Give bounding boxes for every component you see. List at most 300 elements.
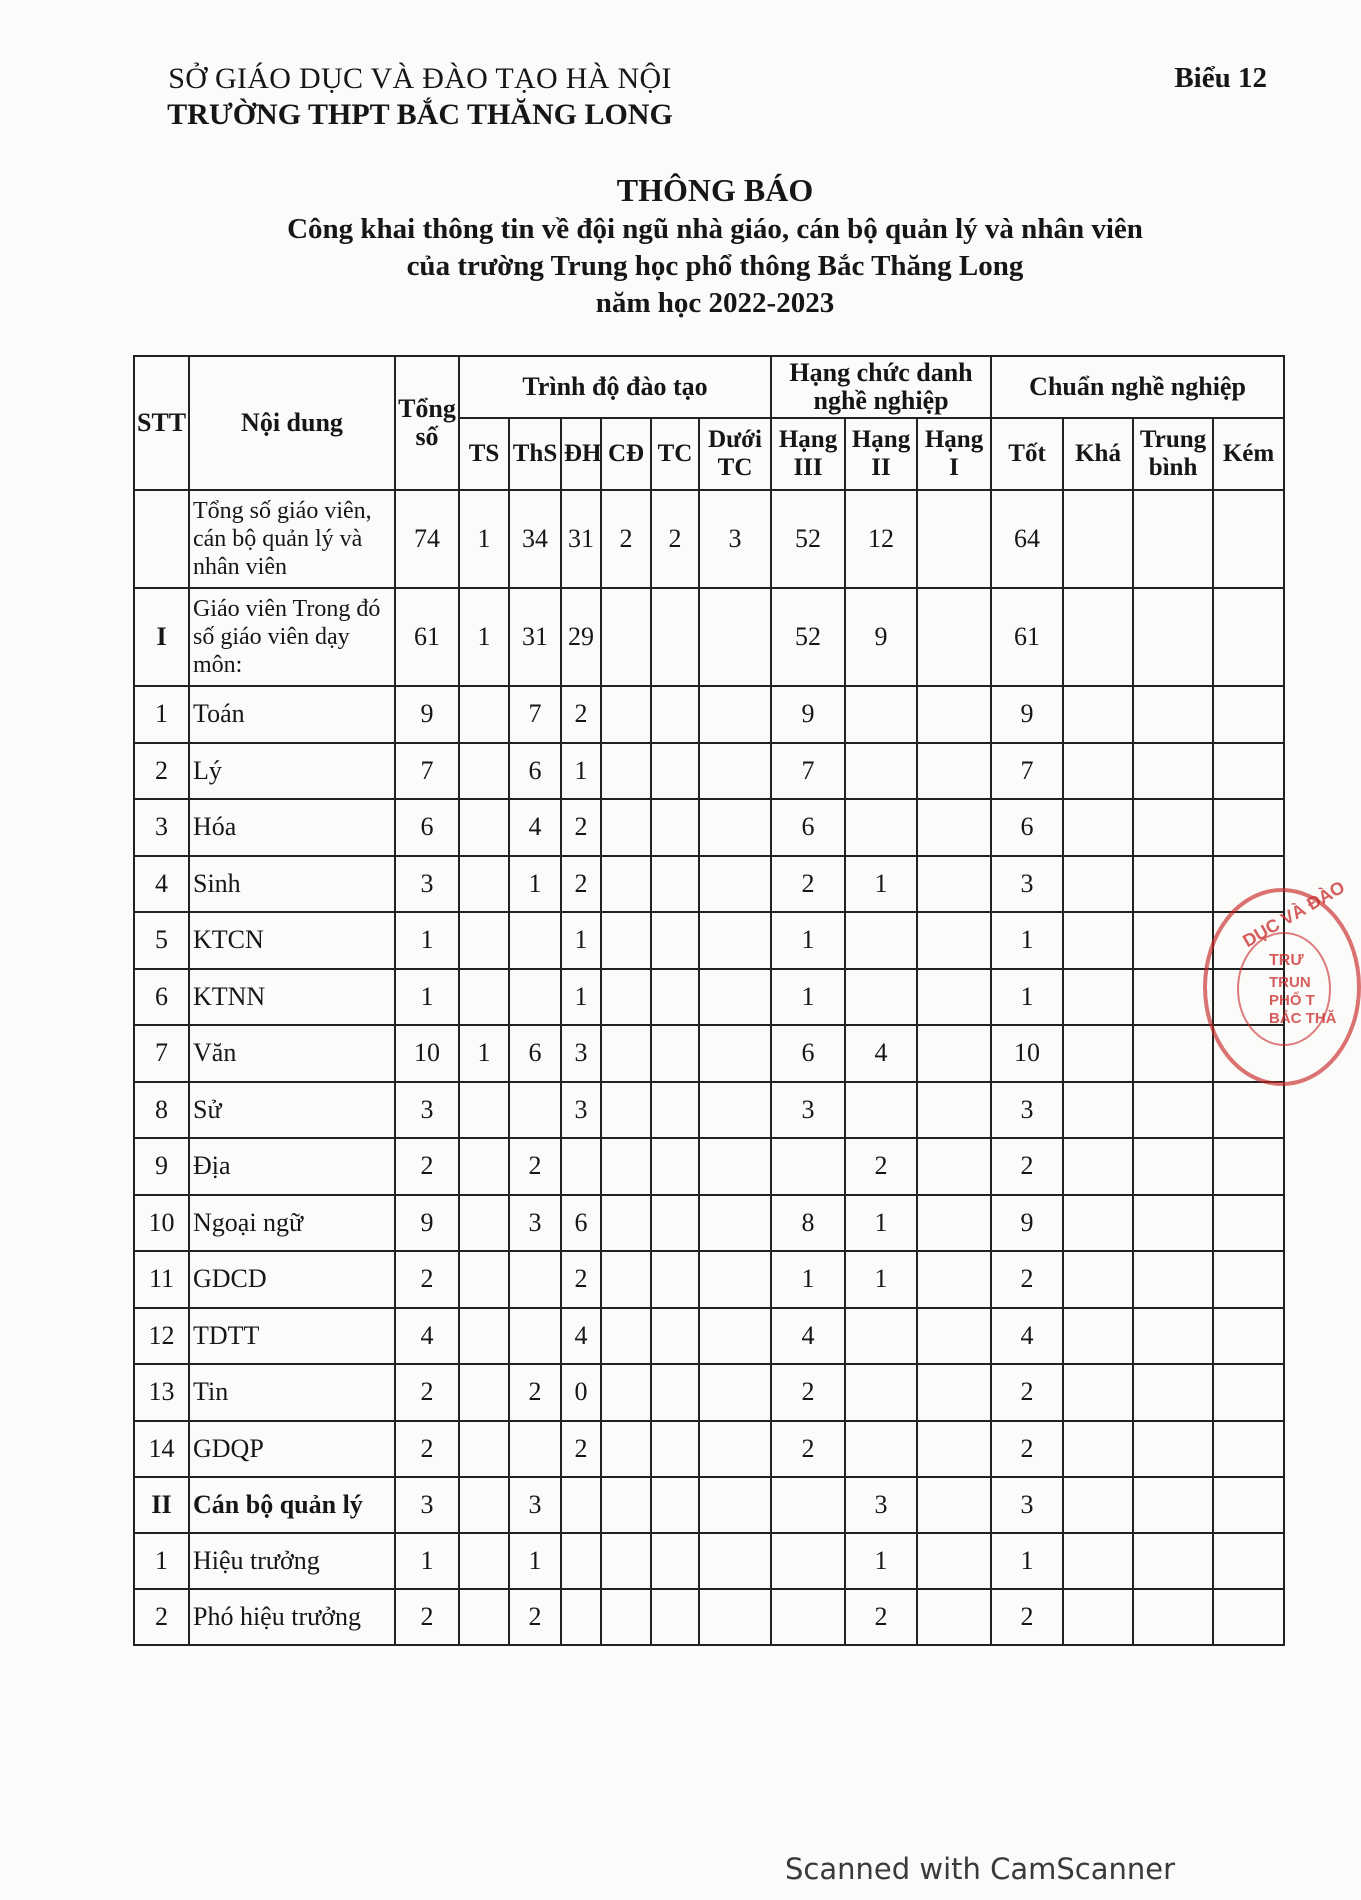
cell-cd (601, 1589, 651, 1645)
header-training: Trình độ đào tạo (459, 356, 771, 418)
cell-h1 (917, 1477, 991, 1533)
cell-cd (601, 1477, 651, 1533)
cell-total: 10 (395, 1025, 459, 1082)
cell-ths (509, 912, 561, 969)
cell-content: Hiệu trưởng (189, 1533, 395, 1589)
cell-h1 (917, 1082, 991, 1139)
cell-content: Phó hiệu trưởng (189, 1589, 395, 1645)
seal-text: DỤC VÀ ĐÀO (1239, 876, 1349, 952)
cell-h1 (917, 1364, 991, 1421)
cell-ts (459, 1138, 509, 1195)
cell-h3: 7 (771, 743, 845, 800)
header-tot: Tốt (991, 418, 1063, 490)
cell-h2 (845, 912, 917, 969)
cell-tot: 1 (991, 1533, 1063, 1589)
cell-h3: 9 (771, 686, 845, 743)
header-standard: Chuẩn nghề nghiệp (991, 356, 1284, 418)
cell-tot: 64 (991, 490, 1063, 588)
cell-h2 (845, 686, 917, 743)
cell-cd (601, 1195, 651, 1252)
cell-duoi-tc (699, 1589, 771, 1645)
cell-stt: 12 (134, 1308, 189, 1365)
cell-tb (1133, 1533, 1213, 1589)
cell-dh (561, 1138, 601, 1195)
header-dh: ĐH (561, 418, 601, 490)
cell-h2: 2 (845, 1138, 917, 1195)
cell-duoi-tc (699, 856, 771, 913)
cell-kem (1213, 1082, 1284, 1139)
cell-cd (601, 856, 651, 913)
cell-tot: 2 (991, 1251, 1063, 1308)
cell-stt: 6 (134, 969, 189, 1026)
cell-total: 6 (395, 799, 459, 856)
cell-ths: 4 (509, 799, 561, 856)
cell-tc (651, 1138, 699, 1195)
header-hang-1: Hạng I (917, 418, 991, 490)
cell-dh: 3 (561, 1082, 601, 1139)
cell-h2 (845, 969, 917, 1026)
table-row (134, 799, 1284, 856)
cell-ths: 34 (509, 490, 561, 588)
cell-ths: 2 (509, 1364, 561, 1421)
cell-tot: 2 (991, 1421, 1063, 1478)
cell-cd (601, 1082, 651, 1139)
cell-h1 (917, 1533, 991, 1589)
cell-h2 (845, 743, 917, 800)
document-header (140, 62, 700, 132)
cell-ths (509, 1082, 561, 1139)
cell-duoi-tc (699, 912, 771, 969)
cell-content: Cán bộ quản lý (189, 1477, 395, 1533)
cell-dh: 2 (561, 856, 601, 913)
cell-stt: 14 (134, 1421, 189, 1478)
cell-content: KTNN (189, 969, 395, 1026)
cell-total: 3 (395, 1477, 459, 1533)
cell-dh: 3 (561, 1025, 601, 1082)
cell-tb (1133, 912, 1213, 969)
cell-kha (1063, 1421, 1133, 1478)
cell-tc (651, 912, 699, 969)
header-content: Nội dung (189, 356, 395, 490)
cell-h2: 1 (845, 1533, 917, 1589)
table-row (134, 1308, 1284, 1365)
cell-content: Địa (189, 1138, 395, 1195)
cell-kha (1063, 1589, 1133, 1645)
cell-tb (1133, 969, 1213, 1026)
cell-tc (651, 1308, 699, 1365)
header-ts: TS (459, 418, 509, 490)
seal-text: PHỔ T (1269, 992, 1315, 1009)
header-kha: Khá (1063, 418, 1133, 490)
title-line-3: của trường Trung học phổ thông Bắc Thăng Long (406, 250, 1024, 282)
cell-h2: 4 (845, 1025, 917, 1082)
cell-h3: 2 (771, 1421, 845, 1478)
cell-ts (459, 1477, 509, 1533)
cell-ts (459, 856, 509, 913)
cell-tot: 10 (991, 1025, 1063, 1082)
table-row (134, 588, 1284, 686)
cell-cd (601, 969, 651, 1026)
cell-duoi-tc (699, 1082, 771, 1139)
cell-ts (459, 1421, 509, 1478)
cell-ts: 1 (459, 1025, 509, 1082)
cell-total: 3 (395, 856, 459, 913)
cell-cd (601, 1308, 651, 1365)
header-hang-2: Hạng II (845, 418, 917, 490)
cell-tot: 2 (991, 1364, 1063, 1421)
cell-tc (651, 743, 699, 800)
table-row (134, 686, 1284, 743)
table-row (134, 1025, 1284, 1082)
cell-tc: 2 (651, 490, 699, 588)
cell-content: GDQP (189, 1421, 395, 1478)
cell-total: 1 (395, 969, 459, 1026)
cell-total: 2 (395, 1421, 459, 1478)
cell-duoi-tc (699, 1251, 771, 1308)
cell-h1 (917, 1308, 991, 1365)
form-number: Biểu 12 (1174, 62, 1267, 94)
cell-tot: 1 (991, 969, 1063, 1026)
cell-stt: 10 (134, 1195, 189, 1252)
scanner-watermark: Scanned with CamScanner (785, 1852, 1176, 1886)
cell-kha (1063, 799, 1133, 856)
cell-stt: 13 (134, 1364, 189, 1421)
cell-content: Lý (189, 743, 395, 800)
cell-tc (651, 1364, 699, 1421)
cell-kha (1063, 969, 1133, 1026)
cell-h1 (917, 969, 991, 1026)
cell-content: TDTT (189, 1308, 395, 1365)
cell-h3: 6 (771, 1025, 845, 1082)
cell-tb (1133, 1138, 1213, 1195)
cell-kha (1063, 490, 1133, 588)
cell-content: Văn (189, 1025, 395, 1082)
title-line-1: THÔNG BÁO (616, 172, 814, 208)
table-row (134, 1082, 1284, 1139)
cell-h1 (917, 1195, 991, 1252)
cell-total: 74 (395, 490, 459, 588)
cell-stt: 11 (134, 1251, 189, 1308)
cell-ts (459, 1589, 509, 1645)
cell-tc (651, 856, 699, 913)
header-hang-3: Hạng III (771, 418, 845, 490)
cell-tc (651, 1589, 699, 1645)
cell-h1 (917, 588, 991, 686)
official-seal (1203, 876, 1361, 1086)
table-row (134, 912, 1284, 969)
cell-stt (134, 490, 189, 588)
cell-ths: 1 (509, 856, 561, 913)
agency-name: SỞ GIÁO DỤC VÀ ĐÀO TẠO HÀ NỘI (168, 62, 672, 95)
cell-duoi-tc (699, 1308, 771, 1365)
cell-tot: 1 (991, 912, 1063, 969)
cell-ths: 3 (509, 1477, 561, 1533)
cell-h3: 1 (771, 969, 845, 1026)
cell-dh: 2 (561, 1251, 601, 1308)
cell-stt: 8 (134, 1082, 189, 1139)
header-kem: Kém (1213, 418, 1284, 490)
cell-h1 (917, 743, 991, 800)
table-row (134, 490, 1284, 588)
cell-h2: 1 (845, 1195, 917, 1252)
cell-dh: 2 (561, 1421, 601, 1478)
cell-stt: II (134, 1477, 189, 1533)
cell-h3: 2 (771, 856, 845, 913)
cell-h3 (771, 1138, 845, 1195)
cell-ts (459, 1308, 509, 1365)
cell-h1 (917, 490, 991, 588)
cell-h2: 3 (845, 1477, 917, 1533)
cell-tc (651, 799, 699, 856)
cell-total: 1 (395, 1533, 459, 1589)
cell-total: 2 (395, 1138, 459, 1195)
cell-cd (601, 912, 651, 969)
cell-tc (651, 1195, 699, 1252)
cell-h3: 6 (771, 799, 845, 856)
cell-ths: 1 (509, 1533, 561, 1589)
cell-kha (1063, 743, 1133, 800)
cell-duoi-tc (699, 743, 771, 800)
cell-dh: 2 (561, 799, 601, 856)
cell-h1 (917, 1025, 991, 1082)
cell-duoi-tc (699, 1025, 771, 1082)
cell-total: 1 (395, 912, 459, 969)
cell-cd (601, 1025, 651, 1082)
cell-ths: 6 (509, 743, 561, 800)
cell-tb (1133, 799, 1213, 856)
cell-kha (1063, 912, 1133, 969)
table-row (134, 856, 1284, 913)
cell-duoi-tc (699, 588, 771, 686)
cell-ts (459, 1082, 509, 1139)
cell-tc (651, 588, 699, 686)
cell-ths (509, 1308, 561, 1365)
notice-title (160, 172, 1270, 320)
cell-duoi-tc (699, 1533, 771, 1589)
cell-content: Hóa (189, 799, 395, 856)
cell-ths: 6 (509, 1025, 561, 1082)
cell-kem (1213, 1138, 1284, 1195)
school-name: TRƯỜNG THPT BẮC THĂNG LONG (167, 98, 673, 131)
cell-h3: 8 (771, 1195, 845, 1252)
cell-total: 2 (395, 1251, 459, 1308)
header-rank: Hạng chức danh nghề nghiệp (771, 356, 991, 418)
cell-total: 2 (395, 1589, 459, 1645)
cell-ths: 2 (509, 1138, 561, 1195)
cell-kem (1213, 1477, 1284, 1533)
table-row (134, 1421, 1284, 1478)
cell-cd (601, 588, 651, 686)
cell-tb (1133, 743, 1213, 800)
cell-ths: 31 (509, 588, 561, 686)
title-line-2: Công khai thông tin về đội ngũ nhà giáo, cán bộ quản lý và nhân viên (287, 213, 1143, 245)
cell-ts: 1 (459, 490, 509, 588)
cell-stt: I (134, 588, 189, 686)
cell-kha (1063, 1251, 1133, 1308)
cell-tc (651, 1082, 699, 1139)
cell-tb (1133, 1477, 1213, 1533)
cell-tb (1133, 1025, 1213, 1082)
cell-h3 (771, 1477, 845, 1533)
table-row (134, 1477, 1284, 1533)
cell-content: KTCN (189, 912, 395, 969)
cell-dh: 1 (561, 743, 601, 800)
cell-ts: 1 (459, 588, 509, 686)
header-stt: STT (134, 356, 189, 490)
cell-h3 (771, 1533, 845, 1589)
cell-tc (651, 686, 699, 743)
cell-duoi-tc: 3 (699, 490, 771, 588)
table-row (134, 1533, 1284, 1589)
seal-text: BẮC THĂ (1269, 1010, 1337, 1027)
cell-h1 (917, 1589, 991, 1645)
table-row (134, 1138, 1284, 1195)
cell-content: Tin (189, 1364, 395, 1421)
cell-ts (459, 743, 509, 800)
cell-tot: 61 (991, 588, 1063, 686)
cell-kha (1063, 856, 1133, 913)
cell-content: Toán (189, 686, 395, 743)
cell-ts (459, 686, 509, 743)
cell-dh (561, 1589, 601, 1645)
cell-tb (1133, 1082, 1213, 1139)
cell-tb (1133, 856, 1213, 913)
cell-tot: 9 (991, 1195, 1063, 1252)
cell-h3 (771, 1589, 845, 1645)
cell-content: Tổng số giáo viên, cán bộ quản lý và nhân viên (189, 490, 395, 588)
cell-content: Giáo viên Trong đó số giáo viên dạy môn: (189, 588, 395, 686)
cell-duoi-tc (699, 1477, 771, 1533)
cell-h3: 52 (771, 588, 845, 686)
cell-kem (1213, 686, 1284, 743)
cell-h1 (917, 856, 991, 913)
cell-duoi-tc (699, 1421, 771, 1478)
cell-kem (1213, 490, 1284, 588)
cell-h3: 1 (771, 912, 845, 969)
cell-total: 3 (395, 1082, 459, 1139)
cell-tot: 4 (991, 1308, 1063, 1365)
cell-kem (1213, 1195, 1284, 1252)
cell-h1 (917, 799, 991, 856)
cell-duoi-tc (699, 969, 771, 1026)
cell-tb (1133, 588, 1213, 686)
header-duoi-tc: Dưới TC (699, 418, 771, 490)
cell-ths (509, 1251, 561, 1308)
cell-ts (459, 969, 509, 1026)
table-row (134, 743, 1284, 800)
table-row (134, 1195, 1284, 1252)
cell-h2: 1 (845, 856, 917, 913)
cell-ts (459, 912, 509, 969)
cell-total: 2 (395, 1364, 459, 1421)
cell-kem (1213, 1533, 1284, 1589)
cell-tb (1133, 1589, 1213, 1645)
header-trung-binh: Trung bình (1133, 418, 1213, 490)
cell-kha (1063, 1138, 1133, 1195)
cell-ts (459, 1533, 509, 1589)
cell-tot: 3 (991, 856, 1063, 913)
cell-h2: 1 (845, 1251, 917, 1308)
cell-kem (1213, 743, 1284, 800)
cell-h3: 2 (771, 1364, 845, 1421)
cell-tb (1133, 1195, 1213, 1252)
cell-stt: 5 (134, 912, 189, 969)
cell-h2: 12 (845, 490, 917, 588)
cell-dh (561, 1477, 601, 1533)
seal-text: TRUN (1269, 974, 1311, 991)
cell-cd (601, 1533, 651, 1589)
cell-duoi-tc (699, 799, 771, 856)
cell-kha (1063, 588, 1133, 686)
cell-h1 (917, 1251, 991, 1308)
cell-tb (1133, 490, 1213, 588)
cell-stt: 1 (134, 1533, 189, 1589)
cell-tc (651, 1477, 699, 1533)
cell-ts (459, 799, 509, 856)
cell-tb (1133, 1308, 1213, 1365)
cell-tot: 2 (991, 1138, 1063, 1195)
cell-stt: 4 (134, 856, 189, 913)
cell-tc (651, 969, 699, 1026)
cell-tc (651, 1251, 699, 1308)
cell-tb (1133, 1421, 1213, 1478)
cell-kha (1063, 686, 1133, 743)
cell-kem (1213, 1251, 1284, 1308)
cell-tot: 2 (991, 1589, 1063, 1645)
header-total: Tổng số (395, 356, 459, 490)
cell-tb (1133, 686, 1213, 743)
cell-h2 (845, 1308, 917, 1365)
cell-kha (1063, 1533, 1133, 1589)
table-row (134, 1364, 1284, 1421)
cell-stt: 3 (134, 799, 189, 856)
cell-duoi-tc (699, 1195, 771, 1252)
cell-h3: 1 (771, 1251, 845, 1308)
cell-h3: 4 (771, 1308, 845, 1365)
cell-tot: 3 (991, 1477, 1063, 1533)
cell-h3: 3 (771, 1082, 845, 1139)
cell-h2 (845, 799, 917, 856)
cell-tb (1133, 1364, 1213, 1421)
cell-duoi-tc (699, 1364, 771, 1421)
cell-tot: 6 (991, 799, 1063, 856)
cell-dh: 1 (561, 969, 601, 1026)
cell-duoi-tc (699, 686, 771, 743)
table-row (134, 969, 1284, 1026)
cell-total: 7 (395, 743, 459, 800)
cell-h1 (917, 1421, 991, 1478)
cell-dh: 0 (561, 1364, 601, 1421)
cell-ths: 3 (509, 1195, 561, 1252)
cell-kem (1213, 1421, 1284, 1478)
title-line-4: năm học 2022-2023 (595, 287, 835, 319)
table-body (134, 490, 1284, 1645)
header-tc: TC (651, 418, 699, 490)
cell-dh: 31 (561, 490, 601, 588)
cell-total: 9 (395, 1195, 459, 1252)
cell-h2 (845, 1082, 917, 1139)
cell-dh: 4 (561, 1308, 601, 1365)
cell-stt: 1 (134, 686, 189, 743)
table-row (134, 1251, 1284, 1308)
cell-h1 (917, 912, 991, 969)
cell-h2: 2 (845, 1589, 917, 1645)
cell-stt: 7 (134, 1025, 189, 1082)
cell-dh (561, 1533, 601, 1589)
cell-content: Sinh (189, 856, 395, 913)
cell-h3: 52 (771, 490, 845, 588)
cell-cd (601, 799, 651, 856)
